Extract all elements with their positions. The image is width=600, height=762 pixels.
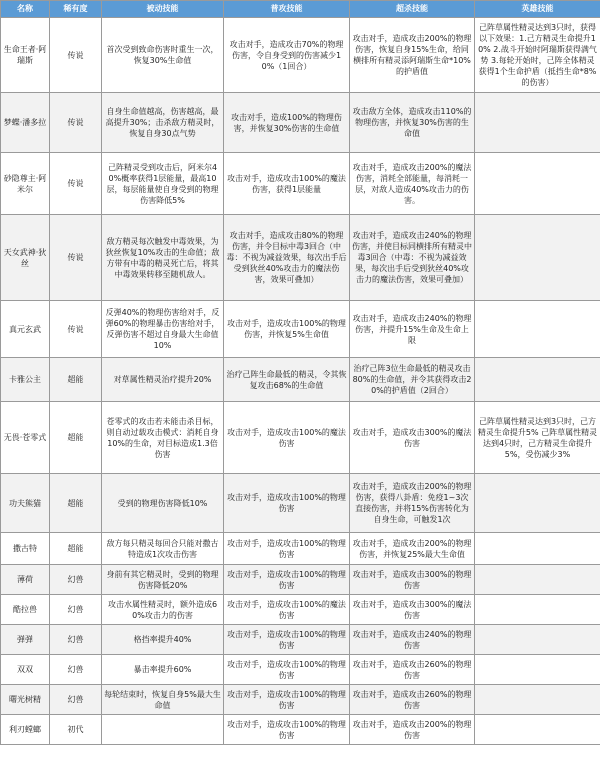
pet-rarity: 传说 [50,215,102,301]
header-normal: 普攻技能 [224,1,350,18]
passive-skill: 敌方精灵每次触发中毒效果，为狄丝恢复10%攻击的生命值；敌方带有中毒的精灵死亡后，将其中毒效果转移至随机敌人。 [102,215,224,301]
passive-skill: 己阵精灵受到攻击后，阿米尔40%概率获得1层能量，最高10层，每层能量使自身受到的物理伤害降低5% [102,153,224,215]
hero-skill [475,625,600,655]
hero-skill [475,565,600,595]
ultimate-skill: 攻击对手，造成攻击240%的物理伤害，并提升15%生命及生命上限 [350,301,475,358]
normal-skill: 攻击对手，造成攻击100%的物理伤害 [224,715,350,745]
header-hero: 英雄技能 [475,1,600,18]
normal-skill: 攻击对手，造成攻击100%的魔法伤害，获得1层能量 [224,153,350,215]
pet-rarity: 幻兽 [50,595,102,625]
ultimate-skill: 攻击对手，造成攻击300%的物理伤害 [350,565,475,595]
normal-skill: 攻击对手，造成攻击100%的物理伤害 [224,685,350,715]
header-rarity: 稀有度 [50,1,102,18]
ultimate-skill: 攻击对手，造成攻击260%的物理伤害 [350,655,475,685]
hero-skill: 己阵草属性精灵达到3只时，获得以下效果：1.己方精灵生命提升10% 2.战斗开始时阿瑞斯获得满气势 3.每轮开始时，己阵全体精灵获得1个生命护盾（抵挡生命*8%的伤害） [475,18,600,93]
ultimate-skill: 攻击对手，造成攻击200%的物理伤害，并恢复25%最大生命值 [350,533,475,565]
pet-rarity: 幻兽 [50,565,102,595]
table-row [1,625,600,655]
passive-skill: 暴击率提升60% [102,655,224,685]
passive-skill: 身前有其它精灵时，受到的物理伤害降低20% [102,565,224,595]
normal-skill: 攻击对手，造成攻击100%的魔法伤害 [224,402,350,474]
passive-skill: 每轮结束时，恢复自身5%最大生命值 [102,685,224,715]
ultimate-skill: 攻击对手，造成攻击260%的物理伤害 [350,685,475,715]
normal-skill: 攻击对手，造成攻击100%的物理伤害 [224,533,350,565]
table-row [1,93,600,153]
hero-skill [475,533,600,565]
pet-name: 梦蝶·潘多拉 [1,93,50,153]
table-row [1,301,600,358]
pet-name: 弹弹 [1,625,50,655]
passive-skill: 敌方每只精灵每回合只能对撒古特造成1次攻击伤害 [102,533,224,565]
normal-skill: 攻击对手，造成100%的物理伤害，并恢复30%伤害的生命值 [224,93,350,153]
ultimate-skill: 攻击敌方全体，造成攻击110%的物理伤害，并恢复30%伤害的生命值 [350,93,475,153]
passive-skill: 反弹40%的物理伤害给对手，反弹60%的物理暴击伤害给对手，反弹伤害不超过自身最大生命值10% [102,301,224,358]
table-row [1,153,600,215]
pet-name: 利刃螳螂 [1,715,50,745]
pet-rarity: 传说 [50,153,102,215]
normal-skill: 攻击对手，造成攻击100%的物理伤害 [224,474,350,533]
passive-skill: 首次受到致命伤害时重生一次，恢复30%生命值 [102,18,224,93]
hero-skill [475,685,600,715]
hero-skill [475,93,600,153]
ultimate-skill: 攻击对手，造成攻击300%的魔法伤害 [350,402,475,474]
pet-name: 撒古特 [1,533,50,565]
hero-skill: 己阵草属性精灵达到3只时，己方精灵生命提升5% 己阵草属性精灵达到4只时，己方精灵生命提升5%，受伤减少3% [475,402,600,474]
pet-name: 卡雅公主 [1,358,50,402]
header-ultimate: 超杀技能 [350,1,475,18]
ultimate-skill: 攻击对手，造成攻击240%的物理伤害 [350,625,475,655]
pet-rarity: 超能 [50,533,102,565]
header-name: 名称 [1,1,50,18]
hero-skill [475,655,600,685]
normal-skill: 攻击对手，造成攻击100%的物理伤害 [224,565,350,595]
header-row [1,1,600,18]
passive-skill: 自身生命值越高，伤害越高，最高提升30%；击杀敌方精灵时，恢复自身30点气势 [102,93,224,153]
normal-skill: 治疗己阵生命最低的精灵，令其恢复攻击68%的生命值 [224,358,350,402]
hero-skill [475,715,600,745]
pet-name: 薄荷 [1,565,50,595]
normal-skill: 攻击对手，造成攻击100%的物理伤害 [224,655,350,685]
hero-skill [475,301,600,358]
table-row [1,474,600,533]
passive-skill: 苍零式的攻击若未能击杀目标，则自动过载攻击模式：消耗自身10%的生命，对目标造成1.3倍伤害 [102,402,224,474]
pet-rarity: 初代 [50,715,102,745]
pet-rarity: 超能 [50,402,102,474]
normal-skill: 攻击对手，造成攻击100%的物理伤害，并恢复5%生命值 [224,301,350,358]
table-row [1,215,600,301]
pet-name: 双双 [1,655,50,685]
pet-rarity: 传说 [50,93,102,153]
normal-skill: 攻击对手，造成攻击70%的物理伤害，令自身受到的伤害减少10%（1回合） [224,18,350,93]
ultimate-skill: 攻击对手，造成攻击200%的魔法伤害，消耗全部能量，每消耗一层，对敌人造成40%攻击力的伤害。 [350,153,475,215]
pet-name: 天女武神·狄丝 [1,215,50,301]
ultimate-skill: 攻击对手，造成攻击200%的物理伤害，恢复自身15%生命，给同横排所有精灵添阿瑞斯生命*10%的护盾值 [350,18,475,93]
passive-skill [102,715,224,745]
pet-rarity: 超能 [50,358,102,402]
pet-name: 真元玄武 [1,301,50,358]
table-row [1,685,600,715]
table-row [1,533,600,565]
pet-name: 酷拉兽 [1,595,50,625]
pet-rarity: 传说 [50,18,102,93]
table-row [1,358,600,402]
ultimate-skill: 攻击对手，造成攻击200%的物理伤害，获得八卦盾：免疫1~3次直接伤害，并将15%伤害转化为自身生命，可触发1次 [350,474,475,533]
pet-rarity: 幻兽 [50,685,102,715]
hero-skill [475,215,600,301]
pet-rarity: 幻兽 [50,655,102,685]
pet-name: 功夫熊猫 [1,474,50,533]
pet-name: 曙光树精 [1,685,50,715]
hero-skill [475,358,600,402]
normal-skill: 攻击对手，造成攻击80%的物理伤害，并令目标中毒3回合（中毒：不视为减益效果，每次出手后受到狄丝40%攻击力的魔法伤害，效果可叠加） [224,215,350,301]
ultimate-skill: 治疗己阵3位生命最低的精灵攻击80%的生命值，并令其获得攻击20%的护盾值（2回合） [350,358,475,402]
table-row [1,595,600,625]
passive-skill: 对草属性精灵治疗提升20% [102,358,224,402]
ultimate-skill: 攻击对手，造成攻击240%的物理伤害，并使目标同横排所有精灵中毒3回合（中毒：不视为减益效果，每次出手后受到狄丝40%攻击力的魔法伤害，效果可叠加） [350,215,475,301]
table-row [1,715,600,745]
header-passive: 被动技能 [102,1,224,18]
ultimate-skill: 攻击对手，造成攻击300%的魔法伤害 [350,595,475,625]
ultimate-skill: 攻击对手，造成攻击200%的物理伤害 [350,715,475,745]
passive-skill: 攻击水属性精灵时，额外造成60%攻击力的伤害 [102,595,224,625]
normal-skill: 攻击对手，造成攻击100%的物理伤害 [224,625,350,655]
normal-skill: 攻击对手，造成攻击100%的魔法伤害 [224,595,350,625]
table-row [1,18,600,93]
pet-rarity: 幻兽 [50,625,102,655]
passive-skill: 受到的物理伤害降低10% [102,474,224,533]
passive-skill: 格挡率提升40% [102,625,224,655]
pet-name: 生命王者·阿瑞斯 [1,18,50,93]
hero-skill [475,595,600,625]
pet-name: 无畏·苍零式 [1,402,50,474]
table-row [1,565,600,595]
table-row [1,402,600,474]
table-row [1,655,600,685]
pet-name: 砂隐尊主·阿米尔 [1,153,50,215]
hero-skill [475,474,600,533]
hero-skill [475,153,600,215]
pet-rarity: 传说 [50,301,102,358]
pet-rarity: 超能 [50,474,102,533]
